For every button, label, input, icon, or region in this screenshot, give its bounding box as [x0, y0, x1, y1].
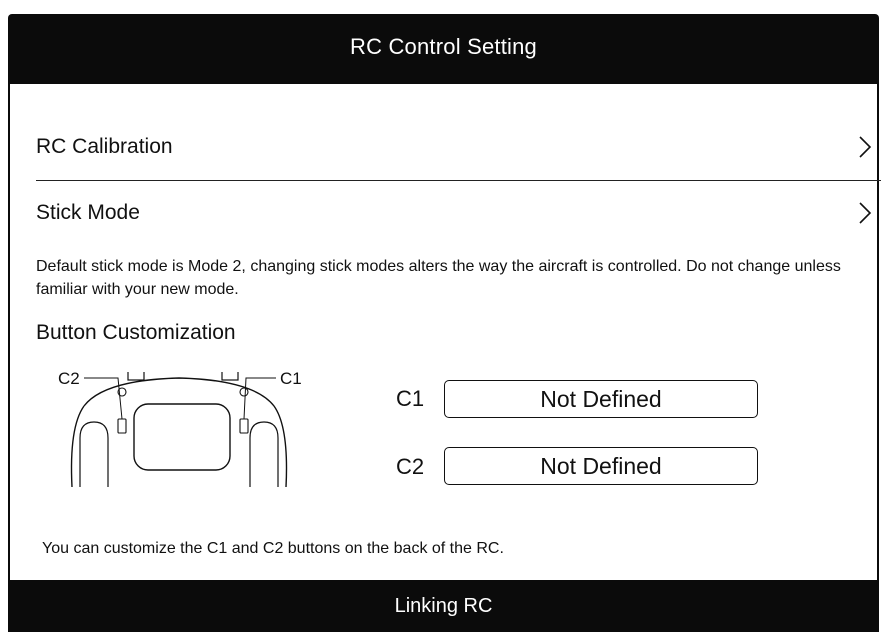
rc-left-antenna	[128, 372, 144, 380]
chevron-right-icon	[850, 132, 880, 162]
rc-center-panel	[134, 404, 230, 470]
c2-leader-line	[84, 378, 122, 419]
divider	[36, 180, 881, 181]
c1-value: Not Defined	[540, 385, 662, 412]
settings-panel	[8, 84, 879, 580]
button-customization-title: Button Customization	[36, 321, 236, 344]
rc-left-grip	[80, 422, 108, 487]
diagram-label-c2: C2	[58, 372, 80, 388]
c2-value: Not Defined	[540, 452, 662, 479]
stick-mode-description: Default stick mode is Mode 2, changing stick modes alters the way the aircraft is controlled. Do not change unless familiar with your new mode.	[36, 258, 841, 298]
rc-right-antenna	[222, 372, 238, 380]
c2-function-select[interactable]	[444, 447, 758, 485]
diagram-label-c1: C1	[280, 372, 302, 388]
linking-rc-button[interactable]	[8, 580, 879, 632]
rc-right-dial	[240, 388, 248, 396]
chevron-right-icon	[850, 198, 880, 228]
rc-back-diagram	[44, 372, 314, 492]
title-bar	[8, 14, 879, 84]
rc-c1-button	[240, 419, 248, 433]
page-title: RC Control Setting	[349, 34, 537, 59]
rc-calibration-row[interactable]	[36, 132, 880, 162]
c1-leader-line	[244, 378, 276, 419]
linking-rc-label: Linking RC	[394, 594, 493, 617]
stick-mode-row[interactable]	[36, 198, 880, 228]
rc-right-grip	[250, 422, 278, 487]
c1-function-select[interactable]	[444, 380, 758, 418]
c1-label: C1	[396, 386, 425, 411]
rc-calibration-label: RC Calibration	[36, 135, 173, 158]
c2-label: C2	[396, 454, 425, 479]
rc-c2-button	[118, 419, 126, 433]
stick-mode-label: Stick Mode	[36, 201, 140, 224]
rc-body-outline-left	[72, 406, 85, 487]
customization-hint: You can customize the C1 and C2 buttons on the back of the RC.	[42, 540, 504, 557]
